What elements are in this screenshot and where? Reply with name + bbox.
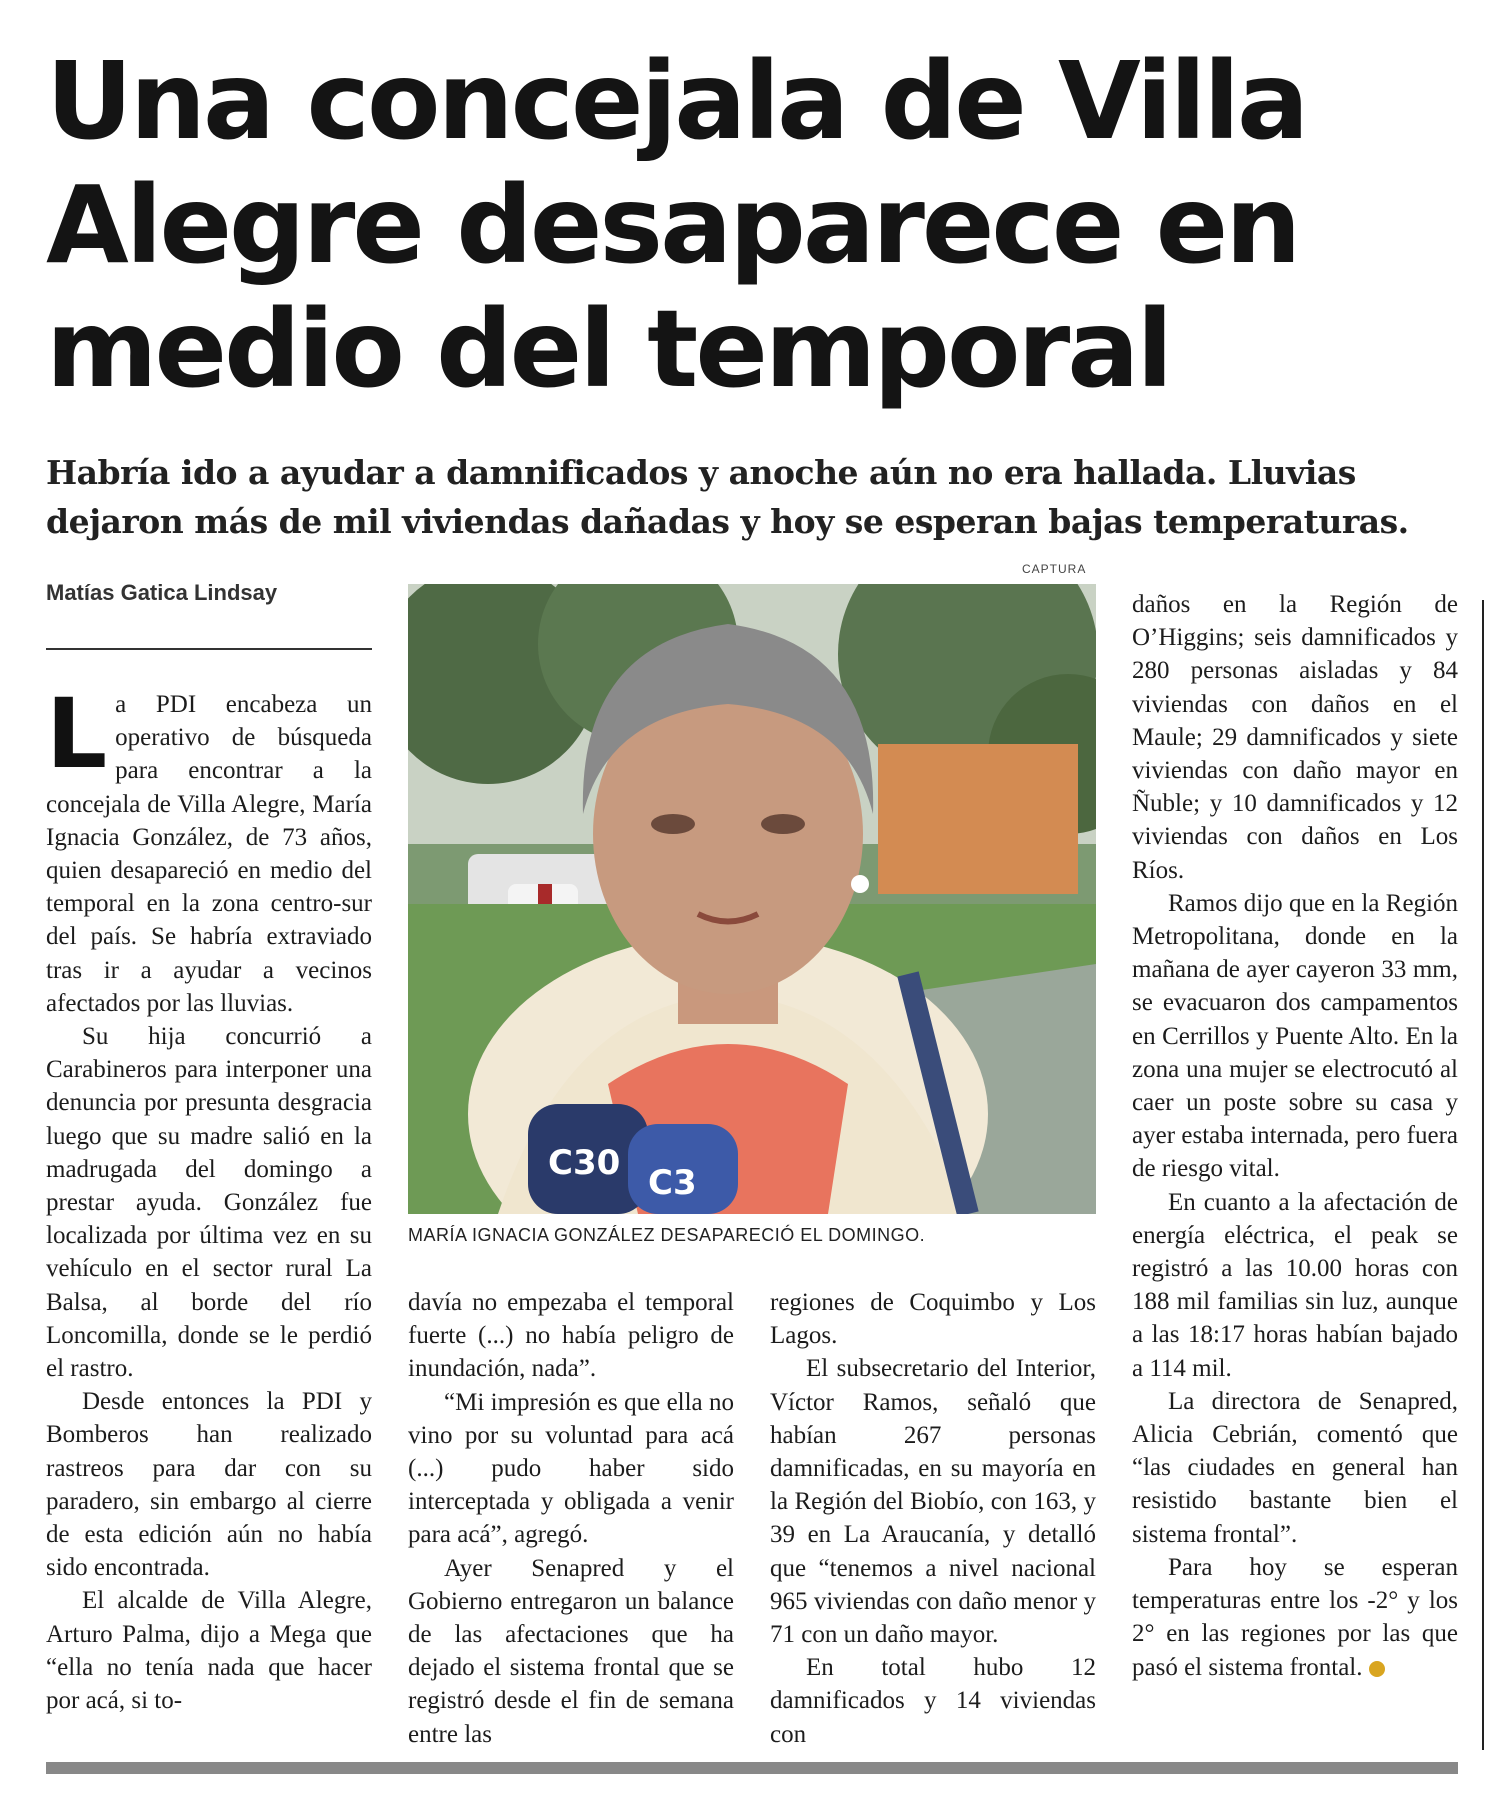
end-mark-icon [1369, 1661, 1385, 1677]
lead-paragraph [46, 678, 372, 1020]
paragraph: En total hubo 12 damnificados y 14 viviendas con [770, 1654, 1096, 1748]
paragraph: El subsecretario del Interior, Víctor Ramos, señaló que habían 267 personas damnificadas, en su mayoría en la Región del Biobío, con 163, y 39 en La Araucanía, y detalló que “tenemos a nivel nacional 965 viviendas con daño menor y 71 con un daño mayor. [770, 1355, 1096, 1649]
drop-cap: L [46, 678, 108, 790]
column-3 [770, 1286, 1096, 1751]
headline-line: Alegre desaparece en [46, 164, 1299, 288]
paragraph: regiones de Coquimbo y Los Lagos. [770, 1289, 1096, 1350]
paragraph: davía no empezaba el temporal fuerte (...) no había peligro de inundación, nada”. [408, 1289, 734, 1383]
paragraph: La directora de Senapred, Alicia Cebrián, comentó que “las ciudades en general han resistido bastante bien el sistema frontal”. [1132, 1387, 1458, 1548]
paragraph: En cuanto a la afectación de energía eléctrica, el peak se registró a las 10.00 horas con 188 mil familias sin luz, aunque a las 18:17 horas habían bajado a 114 mil. [1132, 1188, 1458, 1382]
photo-caption: MARÍA IGNACIA GONZÁLEZ DESAPARECIÓ EL DOMINGO. [408, 1225, 926, 1245]
headline-line: medio del temporal [46, 288, 1171, 412]
microphone-label: C3 [648, 1163, 697, 1203]
byline: Matías Gatica Lindsay [46, 580, 278, 605]
paragraph: El alcalde de Villa Alegre, Arturo Palma, dijo a Mega que “ella no tenía nada que hacer por acá, si to- [46, 1587, 372, 1715]
deck [46, 448, 1466, 546]
paragraph: “Mi impresión es que ella no vino por su voluntad para acá (...) pudo haber sido interceptada y obligada a venir para acá”, agregó. [408, 1388, 734, 1549]
paragraph-text: a PDI encabeza un operativo de búsqueda para encontrar a la concejala de Villa Alegre, María Ignacia González, de 73 años, quien desapareció en medio del temporal en la zona centro-sur del país. Se habría extraviado tras ir a ayudar a vecinos afectados por las lluvias. [46, 691, 372, 1017]
headline-line: Una concejala de Villa [46, 40, 1307, 164]
byline-divider [46, 648, 372, 650]
bottom-rule [46, 1762, 1458, 1774]
article-photo [408, 584, 1096, 1214]
photo-credit: CAPTURA [1022, 562, 1087, 576]
deck-line: dejaron más de mil viviendas dañadas y hoy se esperan bajas temperaturas. [46, 502, 1409, 541]
column-1 [46, 678, 372, 1717]
column-4 [1132, 588, 1458, 1684]
paragraph-text: Para hoy se esperan temperaturas entre los -2° y los 2° en las regiones por las que pasó el sistema frontal. [1132, 1553, 1458, 1681]
paragraph: daños en la Región de O’Higgins; seis damnificados y 280 personas aisladas y 84 viviendas con daños en el Maule; 29 damnificados y siete viviendas con daño mayor en Ñuble; y 10 damnificados y 12 viviendas con daños en Los Ríos. [1132, 591, 1458, 884]
deck-line: Habría ido a ayudar a damnificados y anoche aún no era hallada. Lluvias [46, 453, 1356, 492]
column-2 [408, 1286, 734, 1751]
closing-paragraph [1132, 1551, 1458, 1684]
paragraph: Su hija concurrió a Carabineros para interponer una denuncia por presunta desgracia luego que su madre salió en la madrugada del domingo a prestar ayuda. González fue localizada por última vez en su vehículo en el sector rural La Balsa, al borde del río Loncomilla, donde se le perdió el rastro. [46, 1023, 372, 1383]
headline [46, 40, 1466, 412]
paragraph: Ayer Senapred y el Gobierno entregaron un balance de las afectaciones que ha dejado el sistema frontal que se registró desde el fin de semana entre las [408, 1554, 734, 1748]
paragraph: Ramos dijo que en la Región Metropolitana, donde en la mañana de ayer cayeron 33 mm, se evacuaron dos campamentos en Cerrillos y Puente Alto. En la zona una mujer se electrocutó al caer un poste sobre su casa y ayer estaba internada, pero fuera de riesgo vital. [1132, 889, 1458, 1183]
paragraph: Desde entonces la PDI y Bomberos han realizado rastreos para dar con su paradero, sin embargo al cierre de esta edición aún no había sido encontrada. [46, 1388, 372, 1582]
microphone-label: C30 [548, 1143, 621, 1183]
page-edge-rule [1482, 600, 1484, 1750]
